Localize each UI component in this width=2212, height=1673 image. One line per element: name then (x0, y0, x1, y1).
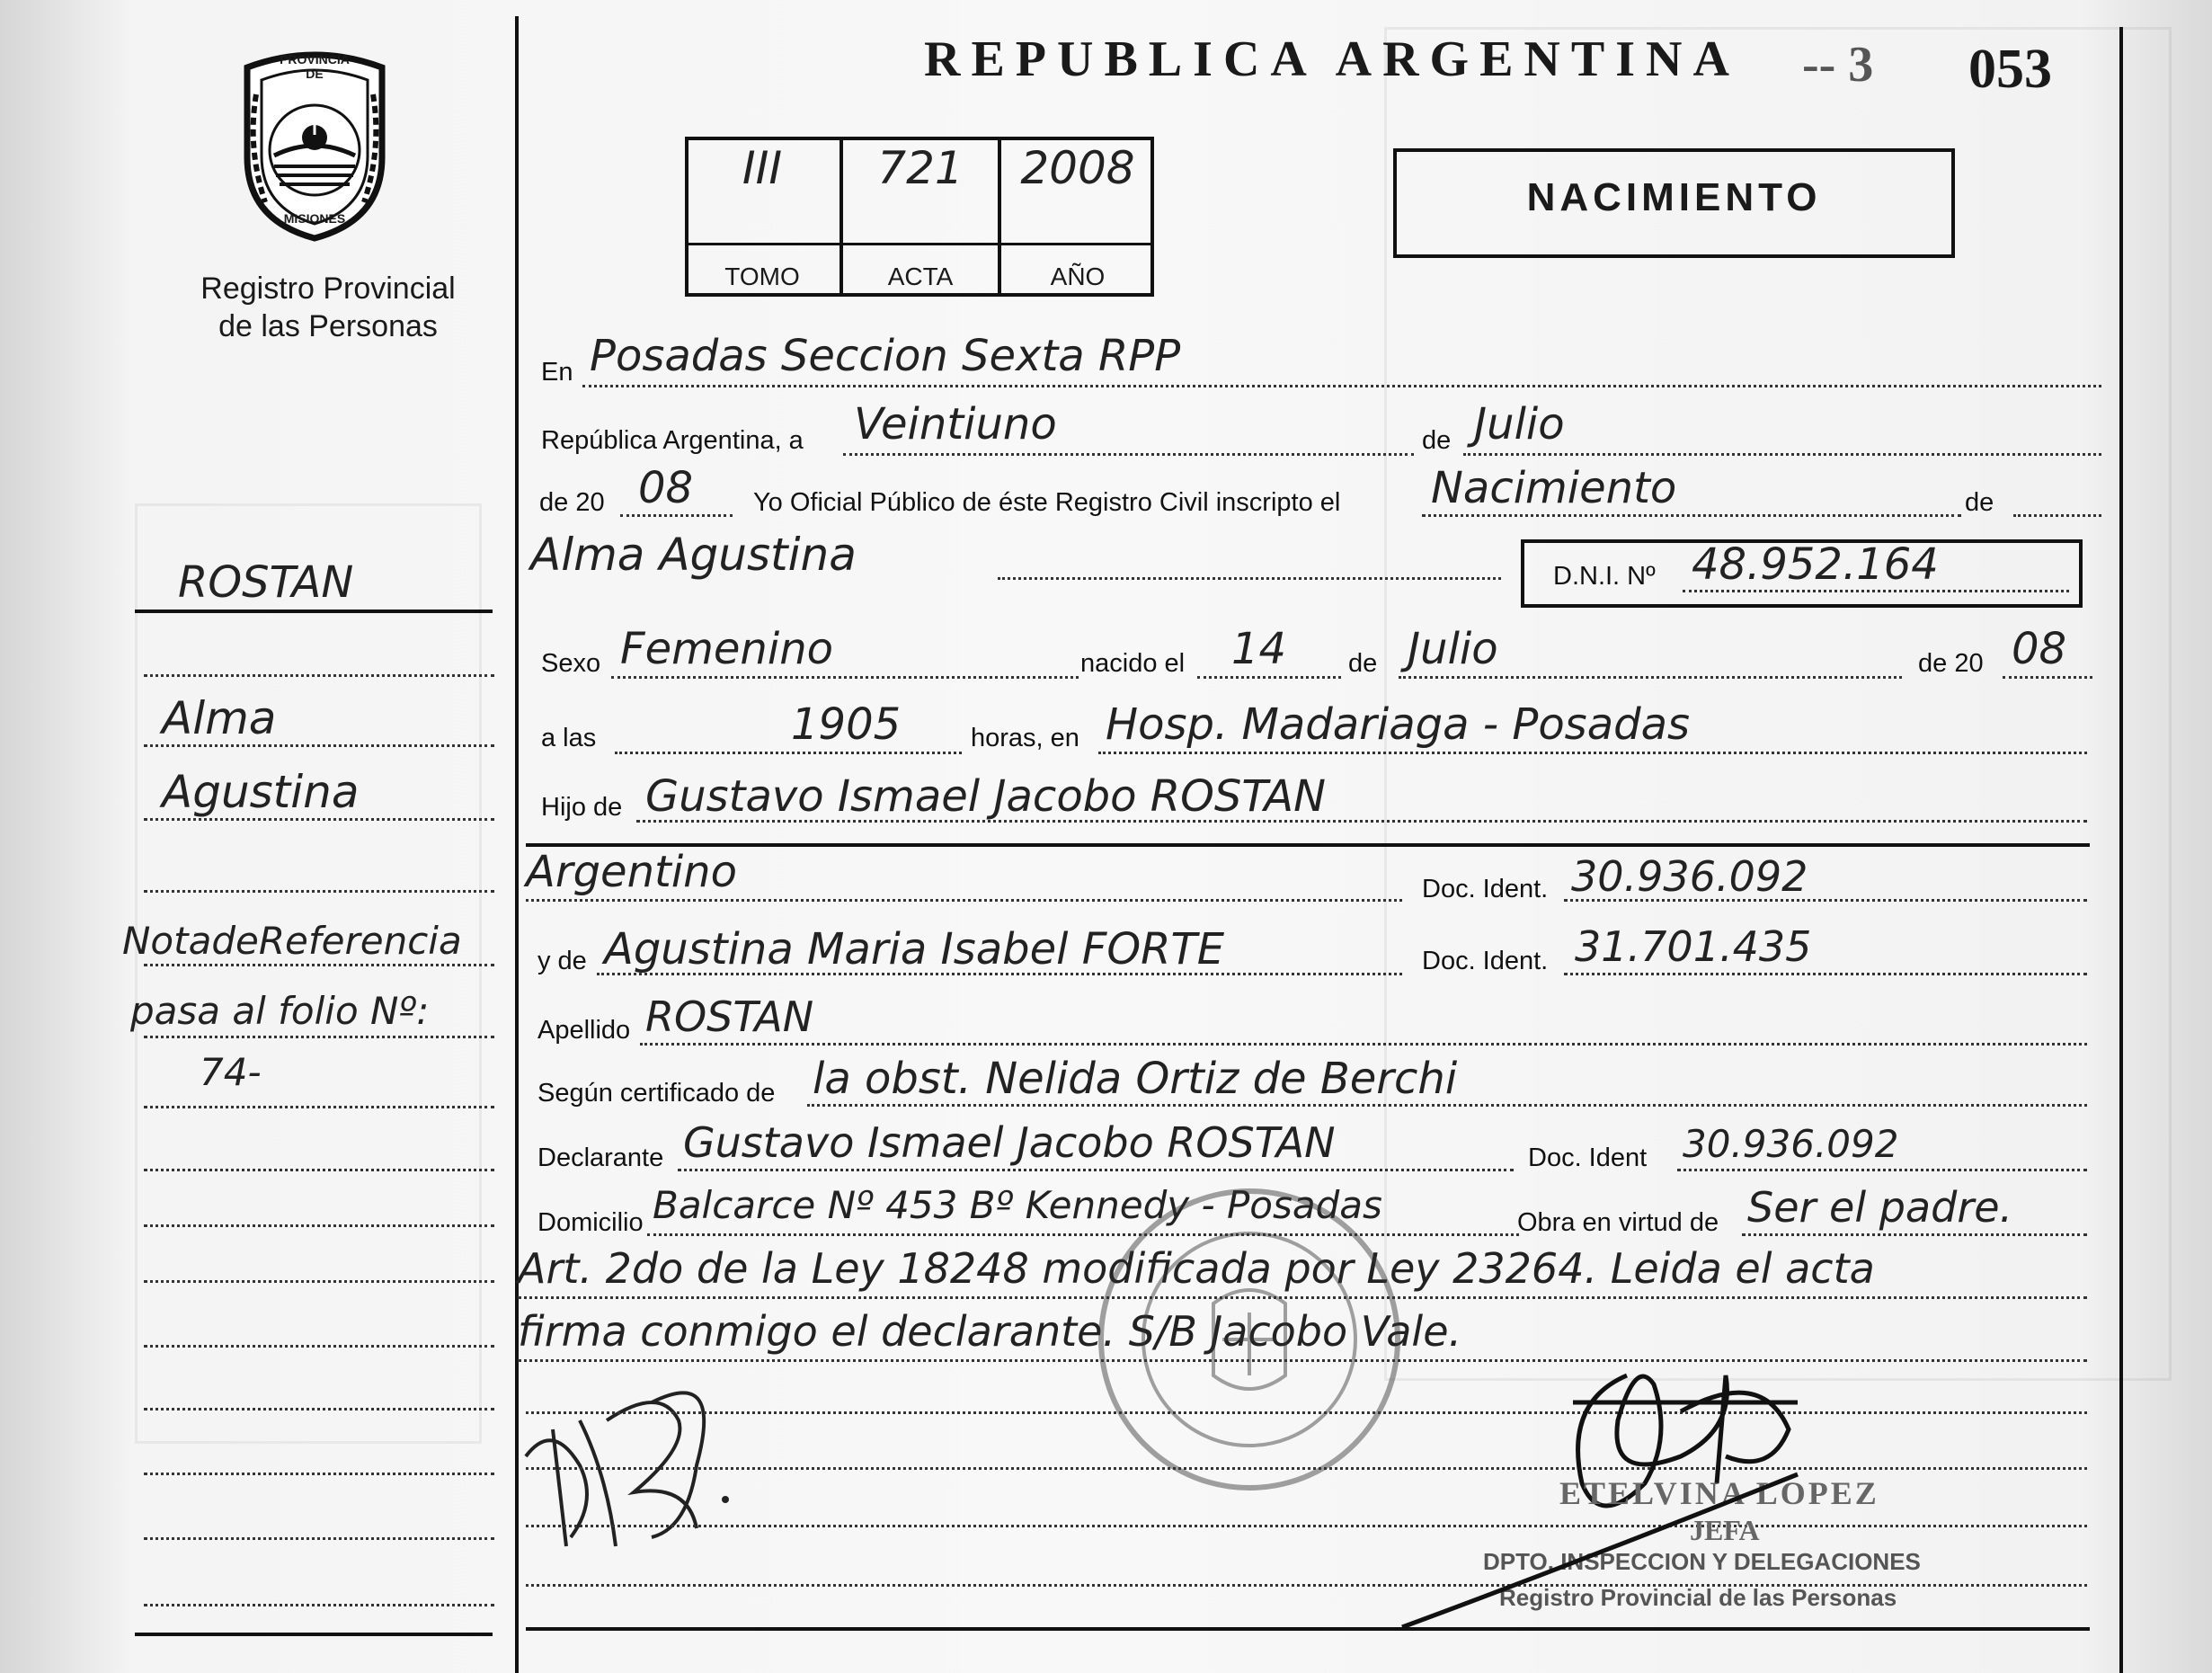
value-obra: Ser el padre. (1747, 1183, 2013, 1232)
record-table-divider (685, 243, 1154, 245)
serial-prefix: -- 3 (1802, 37, 1874, 93)
label-nacido: nacido el (1080, 649, 1186, 678)
label-docident-3: Doc. Ident (1528, 1144, 1648, 1172)
label-obra: Obra en virtud de (1517, 1208, 1719, 1237)
margin-rule-bottom (135, 1633, 493, 1636)
label-docident-1: Doc. Ident. (1422, 875, 1549, 903)
margin-rule-1 (135, 610, 493, 613)
bleed-through-border-left (135, 503, 482, 1444)
dots-obra (1742, 1233, 2087, 1236)
dots-hora (615, 752, 962, 754)
dots-dni (1683, 590, 2069, 592)
label-de-3: de (1348, 649, 1378, 678)
seal-label-bottom: MISIONES (283, 211, 346, 226)
value-lugar: Hosp. Madariaga - Posadas (1106, 699, 1690, 750)
dots-anio (620, 514, 733, 517)
value-padre-doc: 30.936.092 (1571, 852, 1808, 901)
rule-bottom (526, 1627, 2090, 1631)
label-oficial: Yo Oficial Público de éste Registro Civil inscripto el (753, 488, 1341, 517)
value-nombre: Alma Agustina (530, 529, 857, 581)
margin-dots-10 (144, 1280, 494, 1283)
dots-padre-doc (1564, 899, 2087, 902)
value-declarante: Gustavo Ismael Jacobo ROSTAN (683, 1118, 1336, 1167)
dots-padre (636, 820, 2087, 823)
value-dni: 48.952.164 (1692, 539, 1939, 590)
margin-dots-13 (144, 1473, 494, 1475)
anio-cell (1001, 137, 1154, 297)
label-declarante: Declarante (537, 1144, 664, 1172)
dots-certificado (807, 1104, 2087, 1107)
dots-sexo (611, 676, 1079, 679)
value-inscripto: Nacimiento (1431, 463, 1677, 513)
margin-dots-12 (144, 1408, 494, 1410)
dots-padre-nac (526, 899, 1402, 902)
seal-label-top: PROVINCIA DE (280, 52, 350, 81)
dots-nac-dia (1197, 676, 1341, 679)
value-nac-dia: 14 (1231, 624, 1287, 674)
value-hora: 1905 (791, 699, 902, 750)
anio-value: 2008 (1020, 142, 1135, 194)
label-hijo: Hijo de (541, 793, 623, 822)
anio-label: AÑO (1050, 263, 1106, 290)
label-sexo: Sexo (541, 649, 601, 678)
label-docident-2: Doc. Ident. (1422, 947, 1549, 975)
value-decl-doc: 30.936.092 (1683, 1122, 1899, 1166)
label-en: En (541, 358, 573, 387)
label-de-1: de (1422, 426, 1452, 455)
margin-note-1: NotadeReferencia (122, 919, 462, 963)
value-sexo: Femenino (620, 624, 833, 674)
value-domicilio: Balcarce Nº 453 Bº Kennedy - Posadas (653, 1183, 1382, 1227)
label-de-2: de (1965, 488, 1994, 517)
agency-name-line1: Registro Provincial (200, 271, 456, 306)
dots-de-2 (2013, 514, 2101, 517)
stamp-official-title: JEFA (1690, 1514, 1760, 1546)
value-certificado: la obst. Nelida Ortiz de Berchi (813, 1054, 1458, 1104)
value-apellido: ROSTAN (645, 992, 814, 1041)
tomo-cell (685, 137, 843, 297)
label-domicilio: Domicilio (537, 1208, 644, 1237)
dots-decl-doc (1677, 1169, 2087, 1171)
dots-inscripto (1422, 514, 1961, 517)
label-yde: y de (537, 947, 587, 975)
agency-name-line2: de las Personas (218, 309, 438, 343)
serial-number: 053 (1968, 39, 2052, 100)
stamp-official-name: ETELVINA LOPEZ (1559, 1475, 1879, 1511)
dots-blank-3 (526, 1525, 2087, 1527)
dots-mes (1463, 453, 2101, 456)
value-padre-nac: Argentino (526, 847, 737, 897)
label-certificado: Según certificado de (537, 1079, 776, 1108)
stamp-department: DPTO. INSPECCION Y DELEGACIONES (1483, 1548, 1921, 1575)
acta-cell (843, 137, 1001, 297)
tomo-label: TOMO (724, 263, 800, 290)
label-de20: de 20 (539, 488, 605, 517)
label-alas: a las (541, 724, 597, 752)
margin-dots-11 (144, 1345, 494, 1348)
value-madre-doc: 31.701.435 (1575, 922, 1812, 971)
margin-surname: ROSTAN (178, 557, 354, 608)
dots-nac-mes (1399, 676, 1902, 679)
margin-dots-6 (144, 1036, 494, 1038)
margin-dots-2 (144, 744, 494, 747)
doc-type-label: NACIMIENTO (1526, 175, 1822, 219)
dots-madre-doc (1564, 973, 2087, 975)
margin-given-1: Alma (162, 692, 277, 744)
value-texto-2: firma conmigo el declarante. S/B Jacobo Vale. (518, 1307, 1462, 1356)
margin-dots-5 (144, 964, 494, 966)
margin-dots-8 (144, 1169, 494, 1171)
dots-dia (843, 453, 1414, 456)
dots-apellido (640, 1043, 2087, 1046)
dots-nombre (998, 577, 1501, 580)
registry-round-seal-icon (1088, 1169, 1411, 1510)
dots-en (582, 385, 2101, 387)
value-nac-anio: 08 (2012, 624, 2067, 674)
acta-label: ACTA (887, 263, 954, 290)
margin-dots-7 (144, 1106, 494, 1108)
value-dia: Veintiuno (854, 399, 1057, 449)
margin-dots-4 (144, 890, 494, 893)
dots-lugar (1098, 752, 2087, 754)
value-nac-mes: Julio (1408, 624, 1498, 674)
label-dni: D.N.I. Nº (1553, 562, 1656, 591)
dots-nac-anio (2003, 676, 2092, 679)
label-republica: República Argentina, a (541, 426, 804, 455)
margin-dots-9 (144, 1224, 494, 1227)
margin-dots-1 (144, 674, 494, 677)
value-padre: Gustavo Ismael Jacobo ROSTAN (645, 771, 1327, 822)
margin-note-3: 74- (200, 1050, 262, 1094)
dots-madre (597, 973, 1402, 975)
acta-value: 721 (877, 142, 964, 194)
country-title: REPUBLICA ARGENTINA (924, 31, 1740, 87)
rule-padre (526, 843, 2090, 847)
value-en: Posadas Seccion Sexta RPP (590, 331, 1181, 381)
value-madre: Agustina Maria Isabel FORTE (604, 924, 1225, 974)
margin-dots-15 (144, 1604, 494, 1606)
margin-dots-14 (144, 1537, 494, 1540)
label-apellido: Apellido (537, 1016, 631, 1045)
margin-note-2: pasa al folio Nº: (130, 989, 430, 1033)
right-frame-line (2119, 27, 2123, 1673)
margin-dots-3 (144, 818, 494, 821)
value-anio: 08 (638, 463, 694, 513)
value-mes: Julio (1474, 399, 1565, 449)
label-de20-2: de 20 (1918, 649, 1984, 678)
stamp-organization: Registro Provincial de las Personas (1499, 1584, 1897, 1611)
value-texto-1: Art. 2do de la Ley 18248 modificada por Ley 23264. Leida el acta (518, 1244, 1875, 1293)
label-horas: horas, en (971, 724, 1079, 752)
tomo-value: III (742, 142, 783, 194)
margin-given-2: Agustina (162, 766, 360, 818)
signature-stroke-icon (1393, 1456, 1807, 1636)
